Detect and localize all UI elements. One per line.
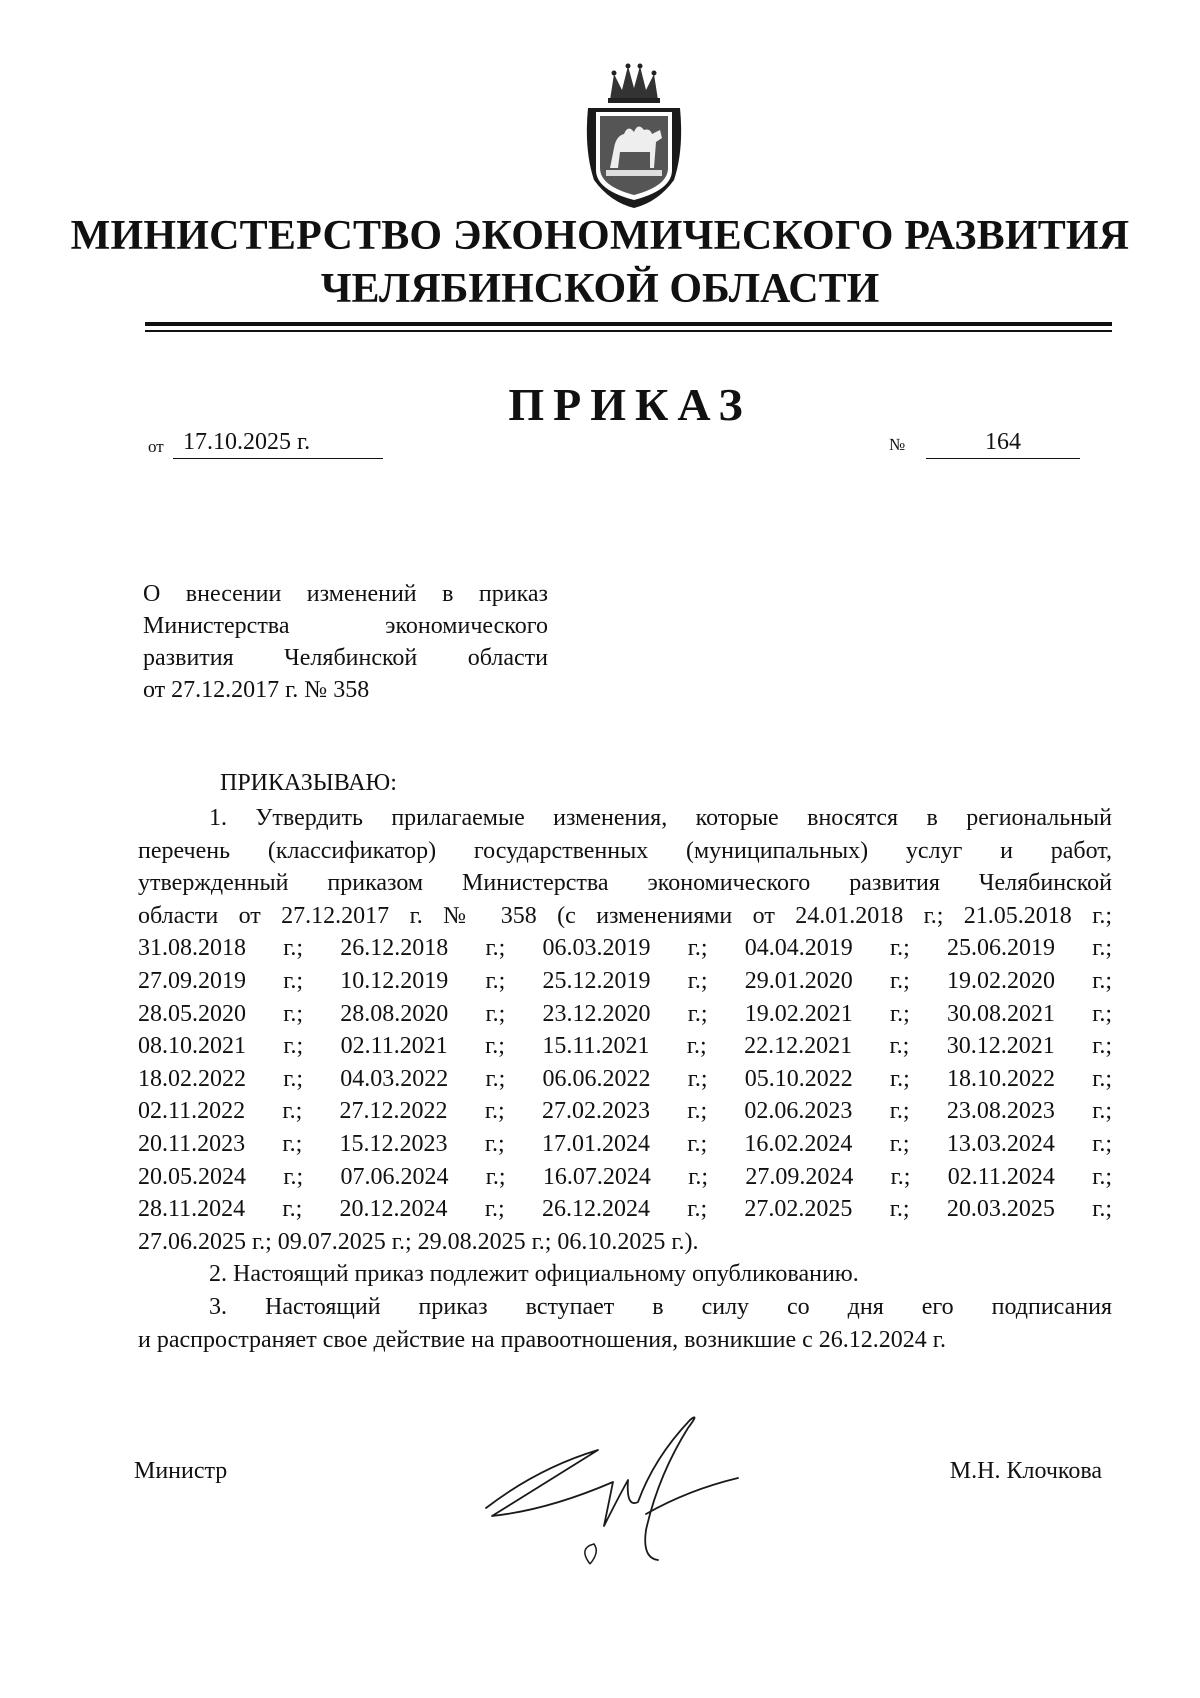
document-date: 17.10.2025 г.: [173, 426, 383, 459]
paragraph1-line: 28.05.2020 г.; 28.08.2020 г.; 23.12.2020 г.; 19.02.2021 г.; 30.08.2021 г.;: [138, 1000, 1112, 1027]
paragraph1-line: 18.02.2022 г.; 04.03.2022 г.; 06.06.2022 г.; 05.10.2022 г.; 18.10.2022 г.;: [138, 1065, 1112, 1092]
document-body: [138, 802, 1112, 1356]
paragraph3-line: 3. Настоящий приказ вступает в силу со дня его подписания: [209, 1293, 1112, 1320]
paragraph1-line: 27.09.2019 г.; 10.12.2019 г.; 25.12.2019 г.; 29.01.2020 г.; 19.02.2020 г.;: [138, 967, 1112, 994]
ministry-name-line1: МИНИСТЕРСТВО ЭКОНОМИЧЕСКОГО РАЗВИТИЯ: [70, 213, 1130, 259]
signatory-name: М.Н. Клочкова: [949, 1458, 1102, 1484]
order-keyword: ПРИКАЗЫВАЮ:: [220, 770, 397, 796]
paragraph2: 2. Настоящий приказ подлежит официальному опубликованию.: [209, 1261, 859, 1288]
subject-line: развития Челябинской области: [143, 645, 548, 671]
signatory-title: Министр: [134, 1458, 228, 1484]
number-prefix: №: [889, 435, 906, 454]
handwritten-signature-icon: [478, 1398, 763, 1573]
paragraph1-line: 28.11.2024 г.; 20.12.2024 г.; 26.12.2024 г.; 27.02.2025 г.; 20.03.2025 г.;: [138, 1196, 1112, 1223]
header-rule-thick: [145, 322, 1112, 326]
paragraph3-line: и распространяет свое действие на правоотношения, возникшие с 26.12.2024 г.: [138, 1326, 946, 1353]
document-subject: [143, 578, 548, 706]
paragraph1-line: 02.11.2022 г.; 27.12.2022 г.; 27.02.2023 г.; 02.06.2023 г.; 23.08.2023 г.;: [138, 1098, 1112, 1125]
date-prefix: от: [148, 437, 164, 456]
paragraph1-line: 31.08.2018 г.; 26.12.2018 г.; 06.03.2019 г.; 04.04.2019 г.; 25.06.2019 г.;: [138, 935, 1112, 962]
subject-line: О внесении изменений в приказ: [143, 581, 548, 607]
subject-line: Министерства экономического: [143, 613, 548, 639]
ministry-name-line2: ЧЕЛЯБИНСКОЙ ОБЛАСТИ: [320, 266, 880, 312]
paragraph1-line: 27.06.2025 г.; 09.07.2025 г.; 29.08.2025 г.; 06.10.2025 г.).: [138, 1228, 699, 1255]
paragraph1-line: области от 27.12.2017 г. № 358 (с изменениями от 24.01.2018 г.; 21.05.2018 г.;: [138, 902, 1112, 929]
document-type: ПРИКАЗ: [508, 379, 752, 430]
document-number: 164: [926, 426, 1080, 459]
header-rule-thin: [145, 330, 1112, 332]
coat-of-arms-icon: [580, 60, 688, 210]
paragraph1-line: 20.11.2023 г.; 15.12.2023 г.; 17.01.2024 г.; 16.02.2024 г.; 13.03.2024 г.;: [138, 1130, 1112, 1157]
paragraph1-line: утвержденный приказом Министерства экономического развития Челябинской: [138, 870, 1112, 897]
paragraph1-line: перечень (классификатор) государственных (муниципальных) услуг и работ,: [138, 837, 1112, 864]
paragraph1-line: 1. Утвердить прилагаемые изменения, которые вносятся в региональный: [209, 805, 1112, 831]
paragraph1-line: 08.10.2021 г.; 02.11.2021 г.; 15.11.2021 г.; 22.12.2021 г.; 30.12.2021 г.;: [138, 1033, 1112, 1060]
subject-line: от 27.12.2017 г. № 358: [143, 677, 370, 703]
paragraph1-line: 20.05.2024 г.; 07.06.2024 г.; 16.07.2024 г.; 27.09.2024 г.; 02.11.2024 г.;: [138, 1163, 1112, 1190]
